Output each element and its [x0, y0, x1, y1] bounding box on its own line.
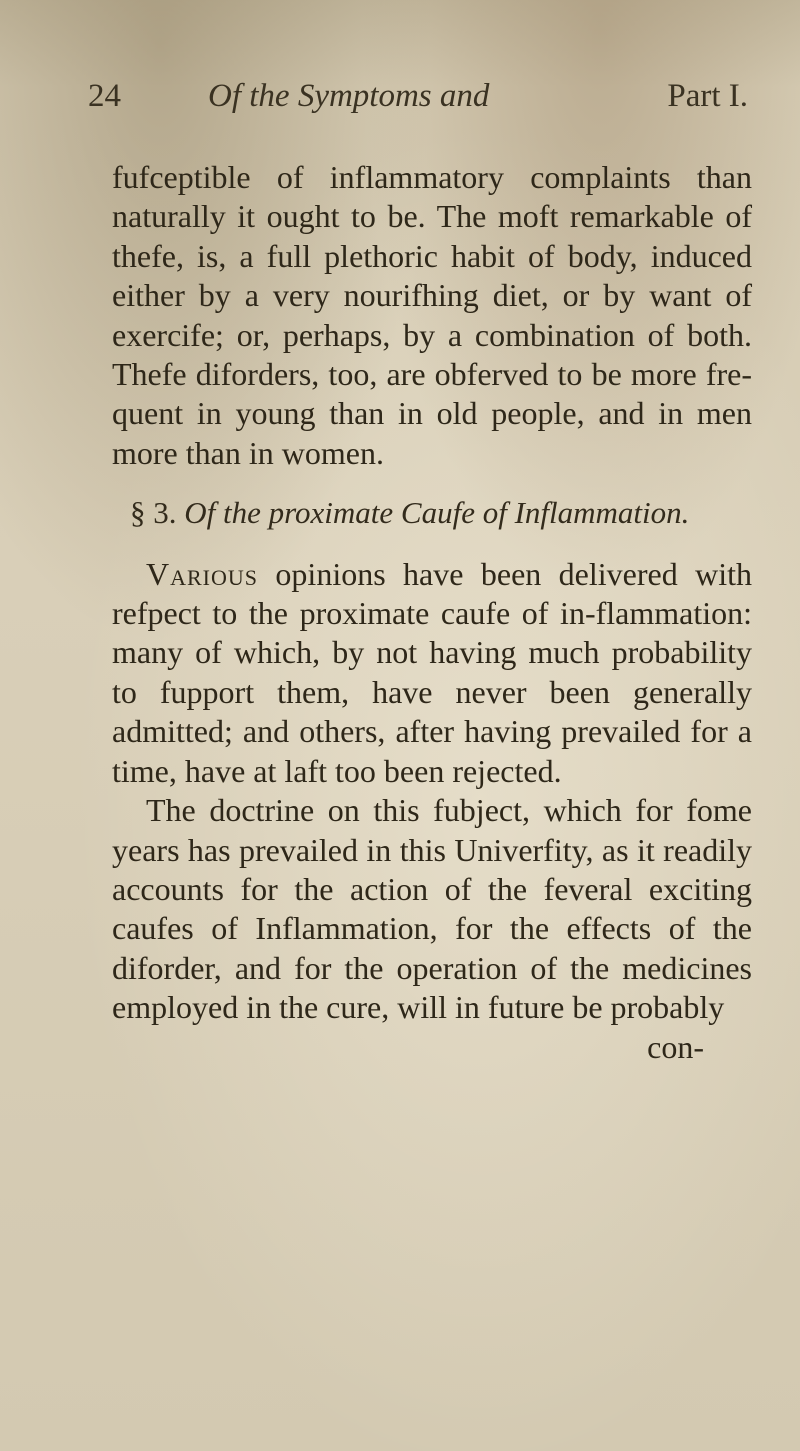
- paragraph-doctrine: The doctrine on this fubject, which for fome years has prevailed in this Univerfity, as it readily accounts for the action of the feveral exciting caufes of Inflammation, for the effects of the diforder, and for the operation of the medicines employed in the cure, will in future be probably: [112, 792, 752, 1026]
- section-heading: [112, 493, 752, 532]
- body-text: [112, 158, 752, 1067]
- paragraph-continued: fufceptible of inflammatory complaints than naturally it ought to be. The moft remarkable of thefe, is, a full plethoric habit of body, induced either by a very nourifhing diet, or by want of exercife; or, perhaps, by a combination of both. Thefe diforders, too, are obferved to be more fre-quent in young than in old people, and in men more than in women.: [112, 159, 752, 471]
- running-header: [88, 78, 748, 128]
- section-title: Of the proximate Caufe of Inflammation.: [184, 495, 690, 531]
- part-label: Part I.: [667, 78, 748, 114]
- page-number: 24: [88, 78, 121, 114]
- paragraph-various-opinions: [112, 555, 752, 791]
- paragraph-initial-word: Various: [146, 555, 259, 592]
- section-number: § 3.: [130, 495, 177, 531]
- running-title: Of the Symptoms and: [208, 78, 490, 114]
- catchword: con-: [647, 1028, 704, 1065]
- paragraph-text: opinions have been delivered with refpect to the proximate caufe of in-flammation: many of which, by not having much probability to fupport them, have never been generally admitted; and others, after having prevailed for a time, have at laft too been rejected.: [112, 555, 753, 789]
